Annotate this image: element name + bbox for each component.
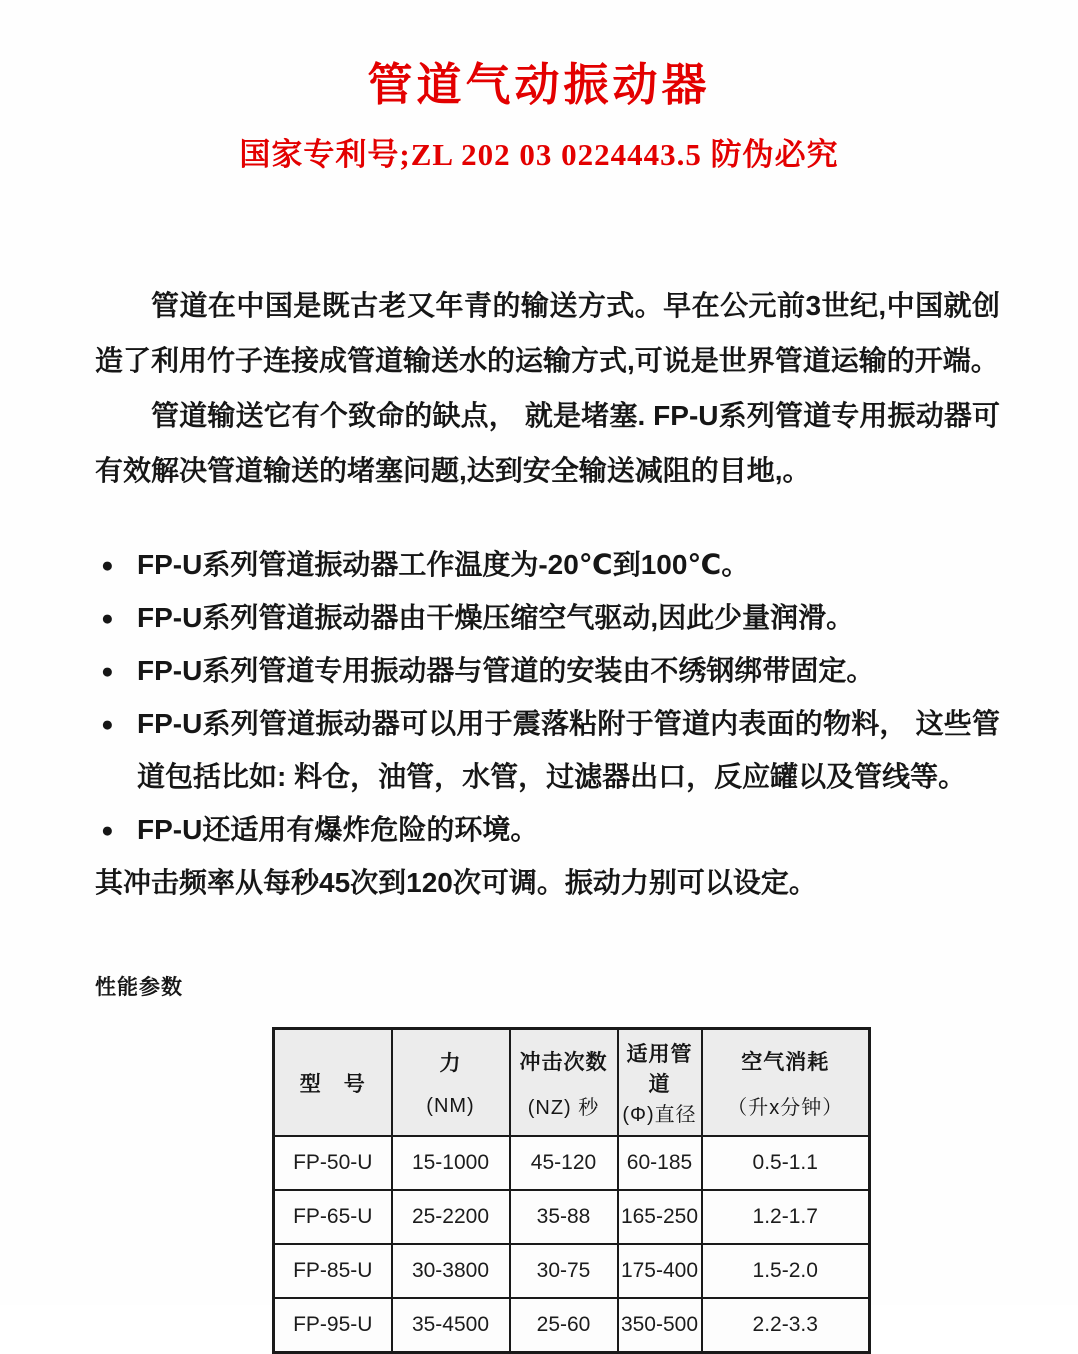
header-sub-label: (Φ)直径 [622, 1104, 697, 1126]
spec-table [272, 1027, 871, 1354]
header-sub-label: （升x分钟） [727, 1096, 844, 1119]
cell-air-consumption: 1.2-1.7 [702, 1190, 870, 1244]
feature-bullet-4 [95, 697, 1000, 803]
table-row [274, 1136, 870, 1190]
header-main-label: 型 号 [299, 1072, 366, 1096]
table-header-impact-rate [510, 1029, 618, 1137]
cell-model: FP-85-U [274, 1244, 392, 1298]
header-sub-label: (NZ) 秒 [527, 1096, 600, 1119]
cell-force: 30-3800 [392, 1244, 510, 1298]
table-header-row [274, 1029, 870, 1137]
cell-pipe-diameter: 60-185 [618, 1136, 702, 1190]
page-title: 管道气动振动器 [367, 60, 711, 110]
header-main-label: 空气消耗 [741, 1050, 830, 1074]
cell-model: FP-65-U [274, 1190, 392, 1244]
header-main-label: 适用管道 [626, 1043, 693, 1096]
cell-impact-rate: 25-60 [510, 1298, 618, 1353]
header-main-label: 力 [439, 1052, 462, 1075]
cell-force: 15-1000 [392, 1136, 510, 1190]
bullet-icon: ● [101, 819, 114, 842]
frequency-note: 其冲击频率从每秒45次到120次可调。振动力别可以设定。 [95, 867, 817, 898]
cell-force: 25-2200 [392, 1190, 510, 1244]
cell-air-consumption: 2.2-3.3 [702, 1298, 870, 1353]
spec-table-wrap [272, 1027, 1078, 1354]
header-sub-label: (NM) [426, 1095, 475, 1117]
cell-pipe-diameter: 165-250 [618, 1190, 702, 1244]
bullet-icon: ● [101, 607, 114, 630]
table-header-pipe-diameter [618, 1029, 702, 1137]
cell-force: 35-4500 [392, 1298, 510, 1353]
cell-air-consumption: 1.5-2.0 [702, 1244, 870, 1298]
feature-bullet-text: FP-U系列管道振动器可以用于震落粘附于管道内表面的物料， 这些管道包括比如: 料仓，油管，水管，过滤器出口，反应罐以及管线等。 [137, 708, 1000, 792]
cell-pipe-diameter: 175-400 [618, 1244, 702, 1298]
table-header-air-consumption [702, 1029, 870, 1137]
feature-bullet-text: FP-U系列管道振动器工作温度为-20℃到100℃。 [137, 549, 750, 580]
intro-paragraph-2: 管道输送它有个致命的缺点， 就是堵塞. FP-U系列管道专用振动器可有效解决管道输送的堵塞问题,达到安全输送减阻的目地,。 [95, 400, 1000, 486]
feature-bullet-text: FP-U还适用有爆炸危险的环境。 [137, 814, 539, 845]
header-main-label: 冲击次数 [519, 1050, 608, 1074]
body-content [95, 278, 1000, 909]
feature-bullet-5 [95, 803, 1000, 856]
cell-pipe-diameter: 350-500 [618, 1298, 702, 1353]
cell-impact-rate: 30-75 [510, 1244, 618, 1298]
feature-bullet-list [95, 538, 1000, 856]
feature-bullet-2 [95, 591, 1000, 644]
cell-air-consumption: 0.5-1.1 [702, 1136, 870, 1190]
cell-model: FP-50-U [274, 1136, 392, 1190]
cell-model: FP-95-U [274, 1298, 392, 1353]
table-row [274, 1244, 870, 1298]
intro-paragraph-1: 管道在中国是既古老又年青的输送方式。早在公元前3世纪,中国就创造了利用竹子连接成管道输送水的运输方式,可说是世界管道运输的开端。 [95, 290, 1000, 376]
table-header-force [392, 1029, 510, 1137]
feature-bullet-text: FP-U系列管道振动器由干燥压缩空气驱动,因此少量润滑。 [137, 602, 855, 633]
bullet-icon: ● [101, 554, 114, 577]
cell-impact-rate: 45-120 [510, 1136, 618, 1190]
cell-impact-rate: 35-88 [510, 1190, 618, 1244]
performance-params-label: 性能参数 [95, 976, 183, 999]
table-row [274, 1190, 870, 1244]
table-row [274, 1298, 870, 1353]
bullet-icon: ● [101, 713, 114, 736]
feature-bullet-text: FP-U系列管道专用振动器与管道的安装由不绣钢绑带固定。 [137, 655, 875, 686]
feature-bullet-3 [95, 644, 1000, 697]
table-header-model [274, 1029, 392, 1137]
feature-bullet-1 [95, 538, 1000, 591]
bullet-icon: ● [101, 660, 114, 683]
patent-number-subtitle: 国家专利号;ZL 202 03 0224443.5 防伪必究 [239, 137, 839, 172]
